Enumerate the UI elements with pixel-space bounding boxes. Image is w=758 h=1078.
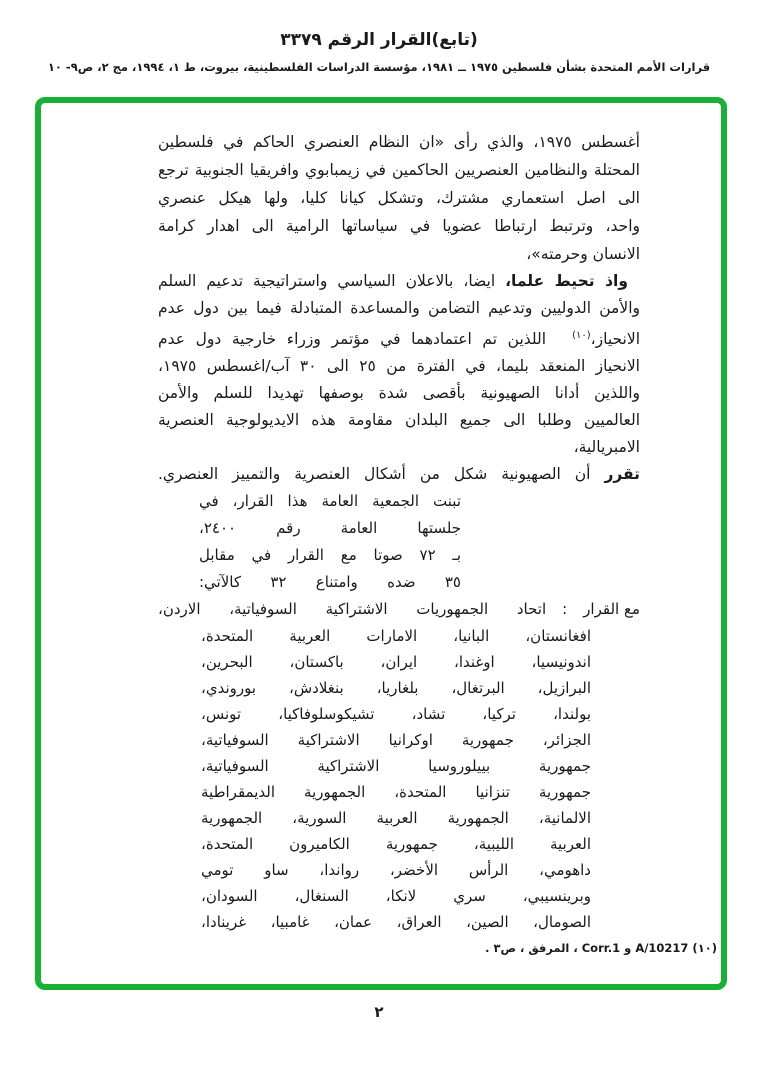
text-line (158, 268, 640, 295)
text-line: جمهورية تنزانيا المتحدة، الجمهورية الديمقراطية (201, 783, 591, 801)
text-line: ٣٥ ضده وامتناع ٣٢ كالآتي: (199, 573, 461, 591)
vote-summary-block (199, 488, 461, 596)
text-segment: أن الصهيونية شكل من أشكال العنصرية والتمييز العنصري. (158, 465, 591, 483)
text-line: اتحاد الجمهوريات الاشتراكية السوفياتية، الاردن، (158, 600, 547, 618)
text-line: وبرينسيبي، سري لانكا، السنغال، السودان، (201, 887, 591, 905)
text-line: الالمانية، الجمهورية العربية السورية، الجمهورية (201, 809, 591, 827)
text-line: أغسطس ١٩٧٥، والذي رأى «ان النظام العنصري الحاكم في فلسطين (158, 133, 640, 151)
paragraph-decision (158, 461, 640, 488)
text-line: الى اصل استعماري مشترك، وتشكل كيانا كليا، ولها هيكل عنصري (158, 189, 640, 207)
source-citation-line: قرارات الأمم المتحدة بشأن فلسطين ١٩٧٥ ــ ١٩٨١، مؤسسة الدراسات الفلسطينية، بيروت، ط ١، ١٩٩٤، مج ٢، ص٩- ١٠ (47, 60, 711, 74)
text-line: الانحياز المنعقد بليما، في الفترة من ٢٥ الى ٣٠ آب/اغسطس ١٩٧٥، (158, 357, 640, 375)
text-line: الصومال، الصين، العراق، عمان، غامبيا، غرينادا، (201, 913, 591, 931)
text-segment: ايضا، بالاعلان السياسي واستراتيجية تدعيم السلم (158, 272, 496, 290)
text-line: واللذين أدانا الصهيونية بأقصى شدة بوصفها تهديدا للسلم والأمن (158, 384, 640, 402)
bold-lead-phrase: تقرر (604, 465, 640, 483)
text-line: العالميين وطلبا الى جميع البلدان مقاومة هذه الايديولوجية العنصرية (158, 411, 640, 429)
vote-for-label: مع القرار (583, 600, 640, 618)
footnote-reference: (١٠) A/10217 و Corr.1 ، المرفق ، ص٣ . (485, 941, 717, 955)
text-line: الانسان وحرمته»، (526, 245, 640, 263)
text-line: افغانستان، البانيا، الامارات العربية المتحدة، (201, 627, 591, 645)
text-line: بـ ٧٢ صوتا مع القرار في مقابل (199, 546, 461, 564)
text-line: بولندا، تركيا، تشاد، تشيكوسلوفاكيا، تونس، (201, 705, 591, 723)
countries-for-list (201, 623, 591, 935)
text-line: العربية الليبية، جمهورية الكاميرون المتحدة، (201, 835, 591, 853)
text-line: داهومي، الرأس الأخضر، رواندا، ساو تومي (201, 861, 591, 879)
text-line: والأمن الدوليين وتدعيم التضامن والمساعدة المتبادلة فيما بين دول عدم (158, 299, 640, 317)
paragraph-quote (158, 128, 640, 268)
text-segment: اللذين تم اعتمادهما في مؤتمر وزراء خارجية دول عدم (158, 330, 547, 348)
vote-for-row (158, 596, 640, 623)
page-number: ٢ (374, 1003, 384, 1021)
text-line: الامبريالية، (573, 438, 640, 456)
body-text (158, 128, 640, 935)
page-title: (تابع)القرار الرقم ٣٣٧٩ (280, 30, 478, 50)
paragraph-taking-note (158, 268, 640, 461)
text-segment: الانحياز، (590, 330, 640, 348)
vote-colon: : (562, 600, 568, 618)
text-line: واحد، وترتبط ارتباطا عضويا في سياساتها الرامية الى اهدار كرامة (158, 217, 640, 235)
text-line: المحتلة والنظامين العنصريين الحاكمين في زيمبابوي وافريقيا الجنوبية ترجع (158, 161, 640, 179)
text-line: الجزائر، جمهورية اوكرانيا الاشتراكية السوفياتية، (201, 731, 591, 749)
text-line (158, 322, 640, 353)
text-line: جمهورية بييلوروسيا الاشتراكية السوفياتية، (201, 757, 591, 775)
footnote-marker: (١٠) (572, 330, 591, 341)
text-line: اندونيسيا، اوغندا، ايران، باكستان، البحرين، (201, 653, 591, 671)
text-line: تبنت الجمعية العامة هذا القرار، في (199, 492, 461, 510)
bold-lead-phrase: واذ تحيط علما، (505, 272, 628, 290)
text-line: جلستها العامة رقم ٢٤٠٠، (199, 519, 461, 537)
text-line: البرازيل، البرتغال، بلغاريا، بنغلادش، بوروندي، (201, 679, 591, 697)
